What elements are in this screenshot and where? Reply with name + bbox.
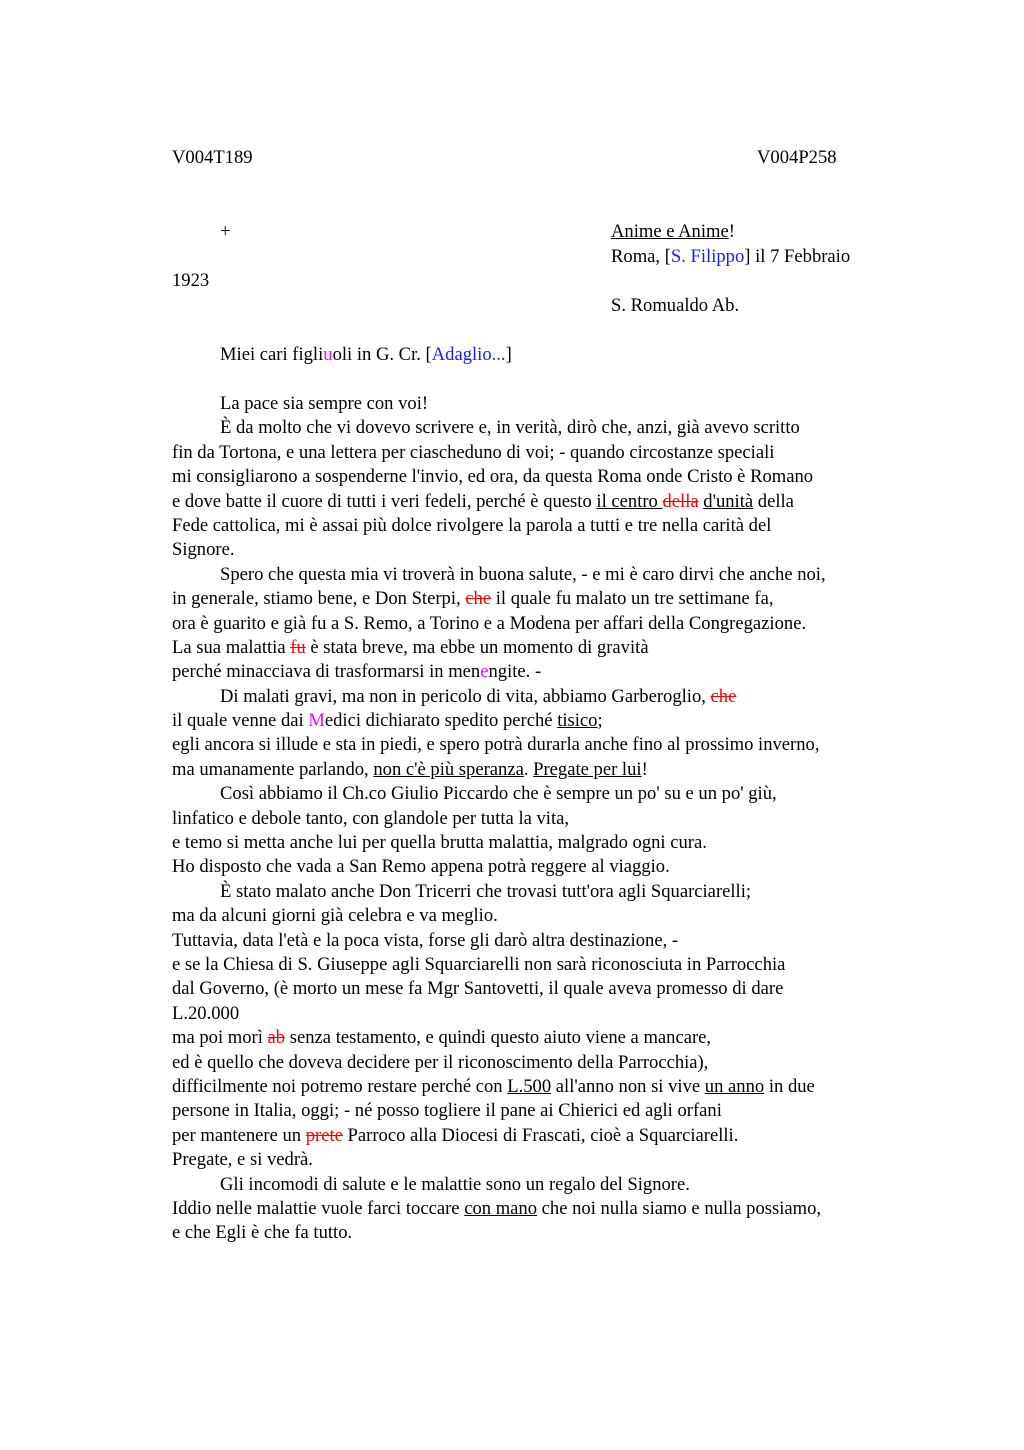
saint-of-day: S. Romualdo Ab. (611, 295, 740, 316)
underlined-text: tisico (557, 710, 598, 732)
salutation-part: Miei cari figli (220, 344, 324, 365)
text-segment: Di malati gravi, ma non in pericolo di vita, abbiamo Garberoglio, (220, 685, 711, 707)
text-line (172, 929, 912, 953)
salutation (220, 343, 512, 367)
text-segment: La pace sia sempre con voi! (220, 393, 429, 414)
text-segment: È da molto che vi dovevo scrivere e, in verità, dirò che, anzi, già avevo scritto (220, 417, 800, 439)
deleted-text: che (465, 588, 492, 610)
text-segment: Tuttavia, data l'età e la poca vista, forse gli darò altra destinazione, - (172, 929, 679, 951)
text-segment: ora è guarito e già fu a S. Remo, a Torino e a Modena per affari della Congregazione. (172, 612, 807, 634)
text-segment: persone in Italia, oggi; - né posso togliere il pane ai Chierici ed agli orfani (172, 1100, 722, 1122)
text-line (172, 685, 912, 709)
salutation-part: ] (505, 344, 512, 365)
text-line (172, 1148, 912, 1172)
text-segment: È stato malato anche Don Tricerri che trovasi tutt'ora agli Squarciarelli; (220, 880, 752, 902)
text-line (172, 1197, 912, 1221)
text-line (172, 807, 912, 831)
text-segment: e temo si metta anche lui per quella brutta malattia, malgrado ogni cura. (172, 832, 707, 854)
text-line (172, 563, 912, 587)
text-segment: Pregate, e si vedrà. (172, 1149, 313, 1171)
text-line (172, 490, 912, 514)
text-segment: il quale fu malato un tre settimane fa, (491, 588, 774, 610)
text-line (172, 660, 912, 684)
text-segment: ngite. - (488, 661, 542, 683)
text-segment: per mantenere un (172, 1124, 306, 1146)
deleted-text: ab (267, 1027, 286, 1049)
letter-title (611, 220, 735, 244)
text-segment: è stata breve, ma ebbe un momento di gravità (305, 636, 649, 658)
letter-title-text: Anime e Anime (611, 221, 729, 242)
text-segment: che noi nulla siamo e nulla possiamo, (537, 1197, 822, 1219)
text-segment: Spero che questa mia vi troverà in buona salute, - e mi è caro dirvi che anche noi, (220, 563, 826, 585)
document-code-right: V004P258 (757, 147, 837, 168)
text-segment: Ho disposto che vada a San Remo appena potrà reggere al viaggio. (172, 856, 670, 878)
text-line (172, 612, 912, 636)
text-segment: ma poi morì (172, 1027, 268, 1049)
text-segment: egli ancora si illude e sta in piedi, e spero potrà durarla anche fino al prossimo inverno, (172, 734, 820, 756)
text-segment: La sua malattia (172, 636, 291, 658)
text-segment: Signore. (172, 539, 235, 561)
text-segment: e che Egli è che fa tutto. (172, 1222, 353, 1244)
text-segment: in due (764, 1075, 815, 1097)
text-line (172, 782, 912, 806)
text-line (172, 1221, 912, 1245)
text-segment: e dove batte il cuore di tutti i veri fedeli, perché è questo (172, 490, 597, 512)
text-segment: perché minacciava di trasformarsi in men (172, 661, 481, 683)
text-line (172, 514, 912, 538)
text-segment: ed è quello che doveva decidere per il riconoscimento della Parrocchia), (172, 1051, 709, 1073)
deleted-text: che (710, 685, 737, 707)
text-line (172, 1002, 912, 1026)
text-segment: Fede cattolica, mi è assai più dolce rivolgere la parola a tutti e tre nella carità del (172, 514, 772, 536)
letter-body (172, 392, 912, 1246)
text-line (172, 880, 912, 904)
text-segment: fin da Tortona, e una lettera per ciascheduno di voi; - quando circostanze speciali (172, 441, 775, 463)
cross-mark: + (220, 221, 231, 242)
text-line (172, 904, 912, 928)
text-line (172, 1173, 912, 1197)
letter-title-end: ! (728, 221, 735, 242)
text-segment: ! (641, 758, 648, 780)
text-line (172, 977, 912, 1001)
text-line (172, 953, 912, 977)
text-segment: senza testamento, e quindi questo aiuto viene a mancare, (285, 1027, 712, 1049)
text-line (172, 465, 912, 489)
text-segment: ; (597, 710, 603, 732)
text-line (172, 1026, 912, 1050)
text-line (172, 709, 912, 733)
place-end: ] il 7 Febbraio (744, 246, 851, 267)
text-segment: dal Governo, (è morto un mese fa Mgr Santovetti, il quale aveva promesso di dare (172, 978, 784, 1000)
salutation-correction: u (323, 344, 333, 365)
underlined-text: Pregate per lui (533, 758, 642, 780)
deleted-text: fu (290, 636, 306, 658)
text-line (172, 538, 912, 562)
text-line (172, 441, 912, 465)
text-segment: mi consigliarono a sospenderne l'invio, ed ora, da questa Roma onde Cristo è Romano (172, 466, 814, 488)
text-segment: linfatico e debole tanto, con glandole per tutta la vita, (172, 807, 570, 829)
letter-place-date (611, 245, 850, 269)
salutation-part: oli in G. Cr. [ (332, 344, 432, 365)
document-code-left: V004T189 (172, 147, 253, 168)
text-line (172, 733, 912, 757)
underlined-text: il centro (596, 490, 663, 512)
text-segment: in generale, stiamo bene, e Don Sterpi, (172, 588, 466, 610)
deleted-text: prete (305, 1124, 343, 1146)
corrected-letter: M (308, 710, 325, 732)
letter-year: 1923 (172, 270, 210, 291)
underlined-text: un anno (704, 1075, 765, 1097)
text-line (172, 416, 912, 440)
text-segment: all'anno non si vive (551, 1075, 705, 1097)
underlined-text: L.500 (507, 1075, 552, 1097)
deleted-text: della (662, 490, 699, 512)
text-segment: della (753, 490, 794, 512)
text-segment: Gli incomodi di salute e le malattie sono un regalo del Signore. (220, 1173, 690, 1195)
underlined-text: con mano (464, 1197, 538, 1219)
text-segment: e se la Chiesa di S. Giuseppe agli Squarciarelli non sarà riconosciuta in Parrocchia (172, 953, 786, 975)
text-segment: il quale venne dai (172, 710, 309, 732)
text-line (172, 1075, 912, 1099)
text-line (172, 855, 912, 879)
place-annotation: S. Filippo (670, 246, 745, 267)
text-segment: . (523, 758, 534, 780)
text-segment: L.20.000 (172, 1002, 240, 1024)
text-segment: Così abbiamo il Ch.co Giulio Piccardo che è sempre un po' su e un po' giù, (220, 783, 777, 805)
text-line (172, 758, 912, 782)
text-line (172, 587, 912, 611)
text-segment: ma umanamente parlando, (172, 758, 374, 780)
text-segment: Iddio nelle malattie vuole farci toccare (172, 1197, 465, 1219)
text-segment: edici dichiarato spedito perché (324, 710, 558, 732)
text-line (172, 1099, 912, 1123)
text-line (172, 1051, 912, 1075)
text-line (172, 636, 912, 660)
text-line (172, 831, 912, 855)
place-start: Roma, [ (611, 246, 671, 267)
text-segment: difficilmente noi potremo restare perché con (172, 1075, 508, 1097)
salutation-annotation: Adaglio... (431, 344, 506, 365)
underlined-text: d'unità (703, 490, 754, 512)
corrected-letter: e (480, 661, 489, 683)
underlined-text: non c'è più speranza (373, 758, 524, 780)
text-segment: Parroco alla Diocesi di Frascati, cioè a Squarciarelli. (342, 1124, 739, 1146)
text-line (172, 392, 912, 416)
text-segment: ma da alcuni giorni già celebra e va meglio. (172, 905, 498, 927)
text-line (172, 1124, 912, 1148)
